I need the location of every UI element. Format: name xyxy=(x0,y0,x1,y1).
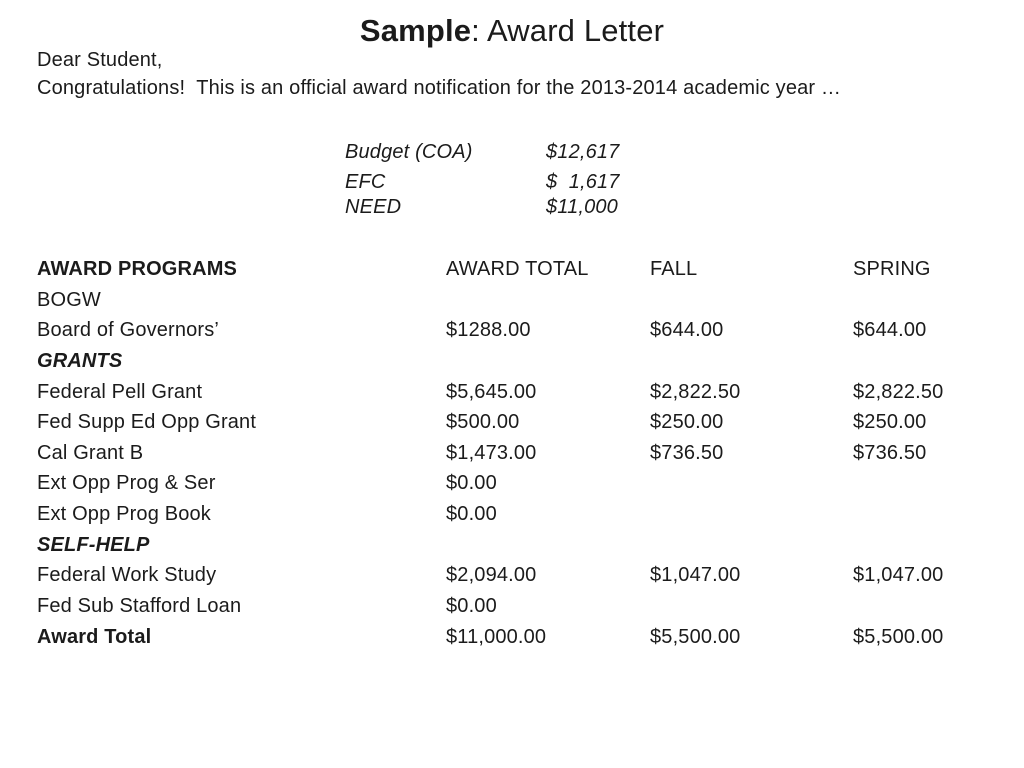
program-name-cell: Fed Supp Ed Opp Grant xyxy=(37,411,257,434)
award-total-cell: $2,094.00 xyxy=(446,564,537,587)
award-total-cell: $1,473.00 xyxy=(446,441,537,464)
budget-efc-label: EFC xyxy=(345,171,386,193)
spring-cell: $1,047.00 xyxy=(853,564,944,587)
award-total-cell: $5,645.00 xyxy=(446,380,537,403)
award-total-cell: $1288.00 xyxy=(446,319,531,342)
page-title-emphasis: Sample xyxy=(359,13,472,48)
program-name-cell: Board of Governors’ xyxy=(37,319,220,342)
award-total-label: Award Total xyxy=(37,625,152,648)
fall-cell: $250.00 xyxy=(650,411,724,434)
budget-need-value: $11,000 xyxy=(546,196,618,218)
table-row-federal-pell-grant xyxy=(0,377,1024,408)
program-name-cell: Ext Opp Prog & Ser xyxy=(37,472,216,495)
budget-row-coa xyxy=(345,141,619,164)
fall-cell: $5,500.00 xyxy=(650,625,741,648)
budget-coa-value: $12,617 xyxy=(546,141,620,163)
budget-coa-label: Budget (COA) xyxy=(345,141,473,163)
spring-cell: $5,500.00 xyxy=(853,625,944,648)
table-row-cal-grant-b xyxy=(0,438,1024,469)
award-total-cell: $11,000.00 xyxy=(446,625,547,648)
section-label: SELF-HELP xyxy=(37,533,150,556)
award-total-cell: $0.00 xyxy=(446,503,497,526)
spring-cell: $736.50 xyxy=(853,441,927,464)
program-name-cell: Federal Work Study xyxy=(37,564,217,587)
fall-cell: $2,822.50 xyxy=(650,380,741,403)
program-name-cell: Ext Opp Prog Book xyxy=(37,503,211,526)
award-total-cell: $0.00 xyxy=(446,595,497,618)
column-header-award-total: AWARD TOTAL xyxy=(446,258,589,280)
fall-cell: $644.00 xyxy=(650,319,724,342)
award-total-cell: $500.00 xyxy=(446,411,520,434)
column-header-award-programs: AWARD PROGRAMS xyxy=(37,258,238,280)
table-row-fed-sub-stafford-loan xyxy=(0,591,1024,622)
program-name-cell: Cal Grant B xyxy=(37,441,144,464)
spring-cell: $250.00 xyxy=(853,411,927,434)
fall-cell: $736.50 xyxy=(650,441,724,464)
spring-cell: $2,822.50 xyxy=(853,380,944,403)
program-name-cell: BOGW xyxy=(37,288,101,311)
table-row-board-of-governors xyxy=(0,315,1024,346)
fall-cell: $1,047.00 xyxy=(650,564,741,587)
table-row-federal-work-study xyxy=(0,560,1024,591)
congratulations-line: Congratulations! This is an official award notification for the 2013-2014 academic year … xyxy=(37,77,842,99)
table-row-ext-opp-prog-book xyxy=(0,499,1024,530)
page-title xyxy=(0,13,1024,49)
spring-cell: $644.00 xyxy=(853,319,927,342)
budget-row-need xyxy=(345,196,618,219)
page-title-rest: : Award Letter xyxy=(471,13,665,48)
column-header-fall: FALL xyxy=(650,258,698,280)
budget-efc-value: $ 1,617 xyxy=(546,171,620,193)
table-row-ext-opp-prog-ser xyxy=(0,468,1024,499)
salutation-line: Dear Student, xyxy=(37,49,163,71)
table-section-self-help xyxy=(0,530,1024,561)
award-table-header-row xyxy=(0,254,1024,285)
table-section-grants xyxy=(0,346,1024,377)
budget-row-efc xyxy=(345,171,620,194)
program-name-cell: Fed Sub Stafford Loan xyxy=(37,595,242,618)
award-total-cell: $0.00 xyxy=(446,472,497,495)
table-row-award-total xyxy=(0,622,1024,653)
column-header-spring: SPRING xyxy=(853,258,931,280)
table-row-bogw xyxy=(0,285,1024,316)
table-row-fed-supp-ed-opp-grant xyxy=(0,407,1024,438)
section-label: GRANTS xyxy=(37,349,123,372)
budget-need-label: NEED xyxy=(345,196,402,218)
program-name-cell: Federal Pell Grant xyxy=(37,380,203,403)
award-table xyxy=(0,254,1024,652)
